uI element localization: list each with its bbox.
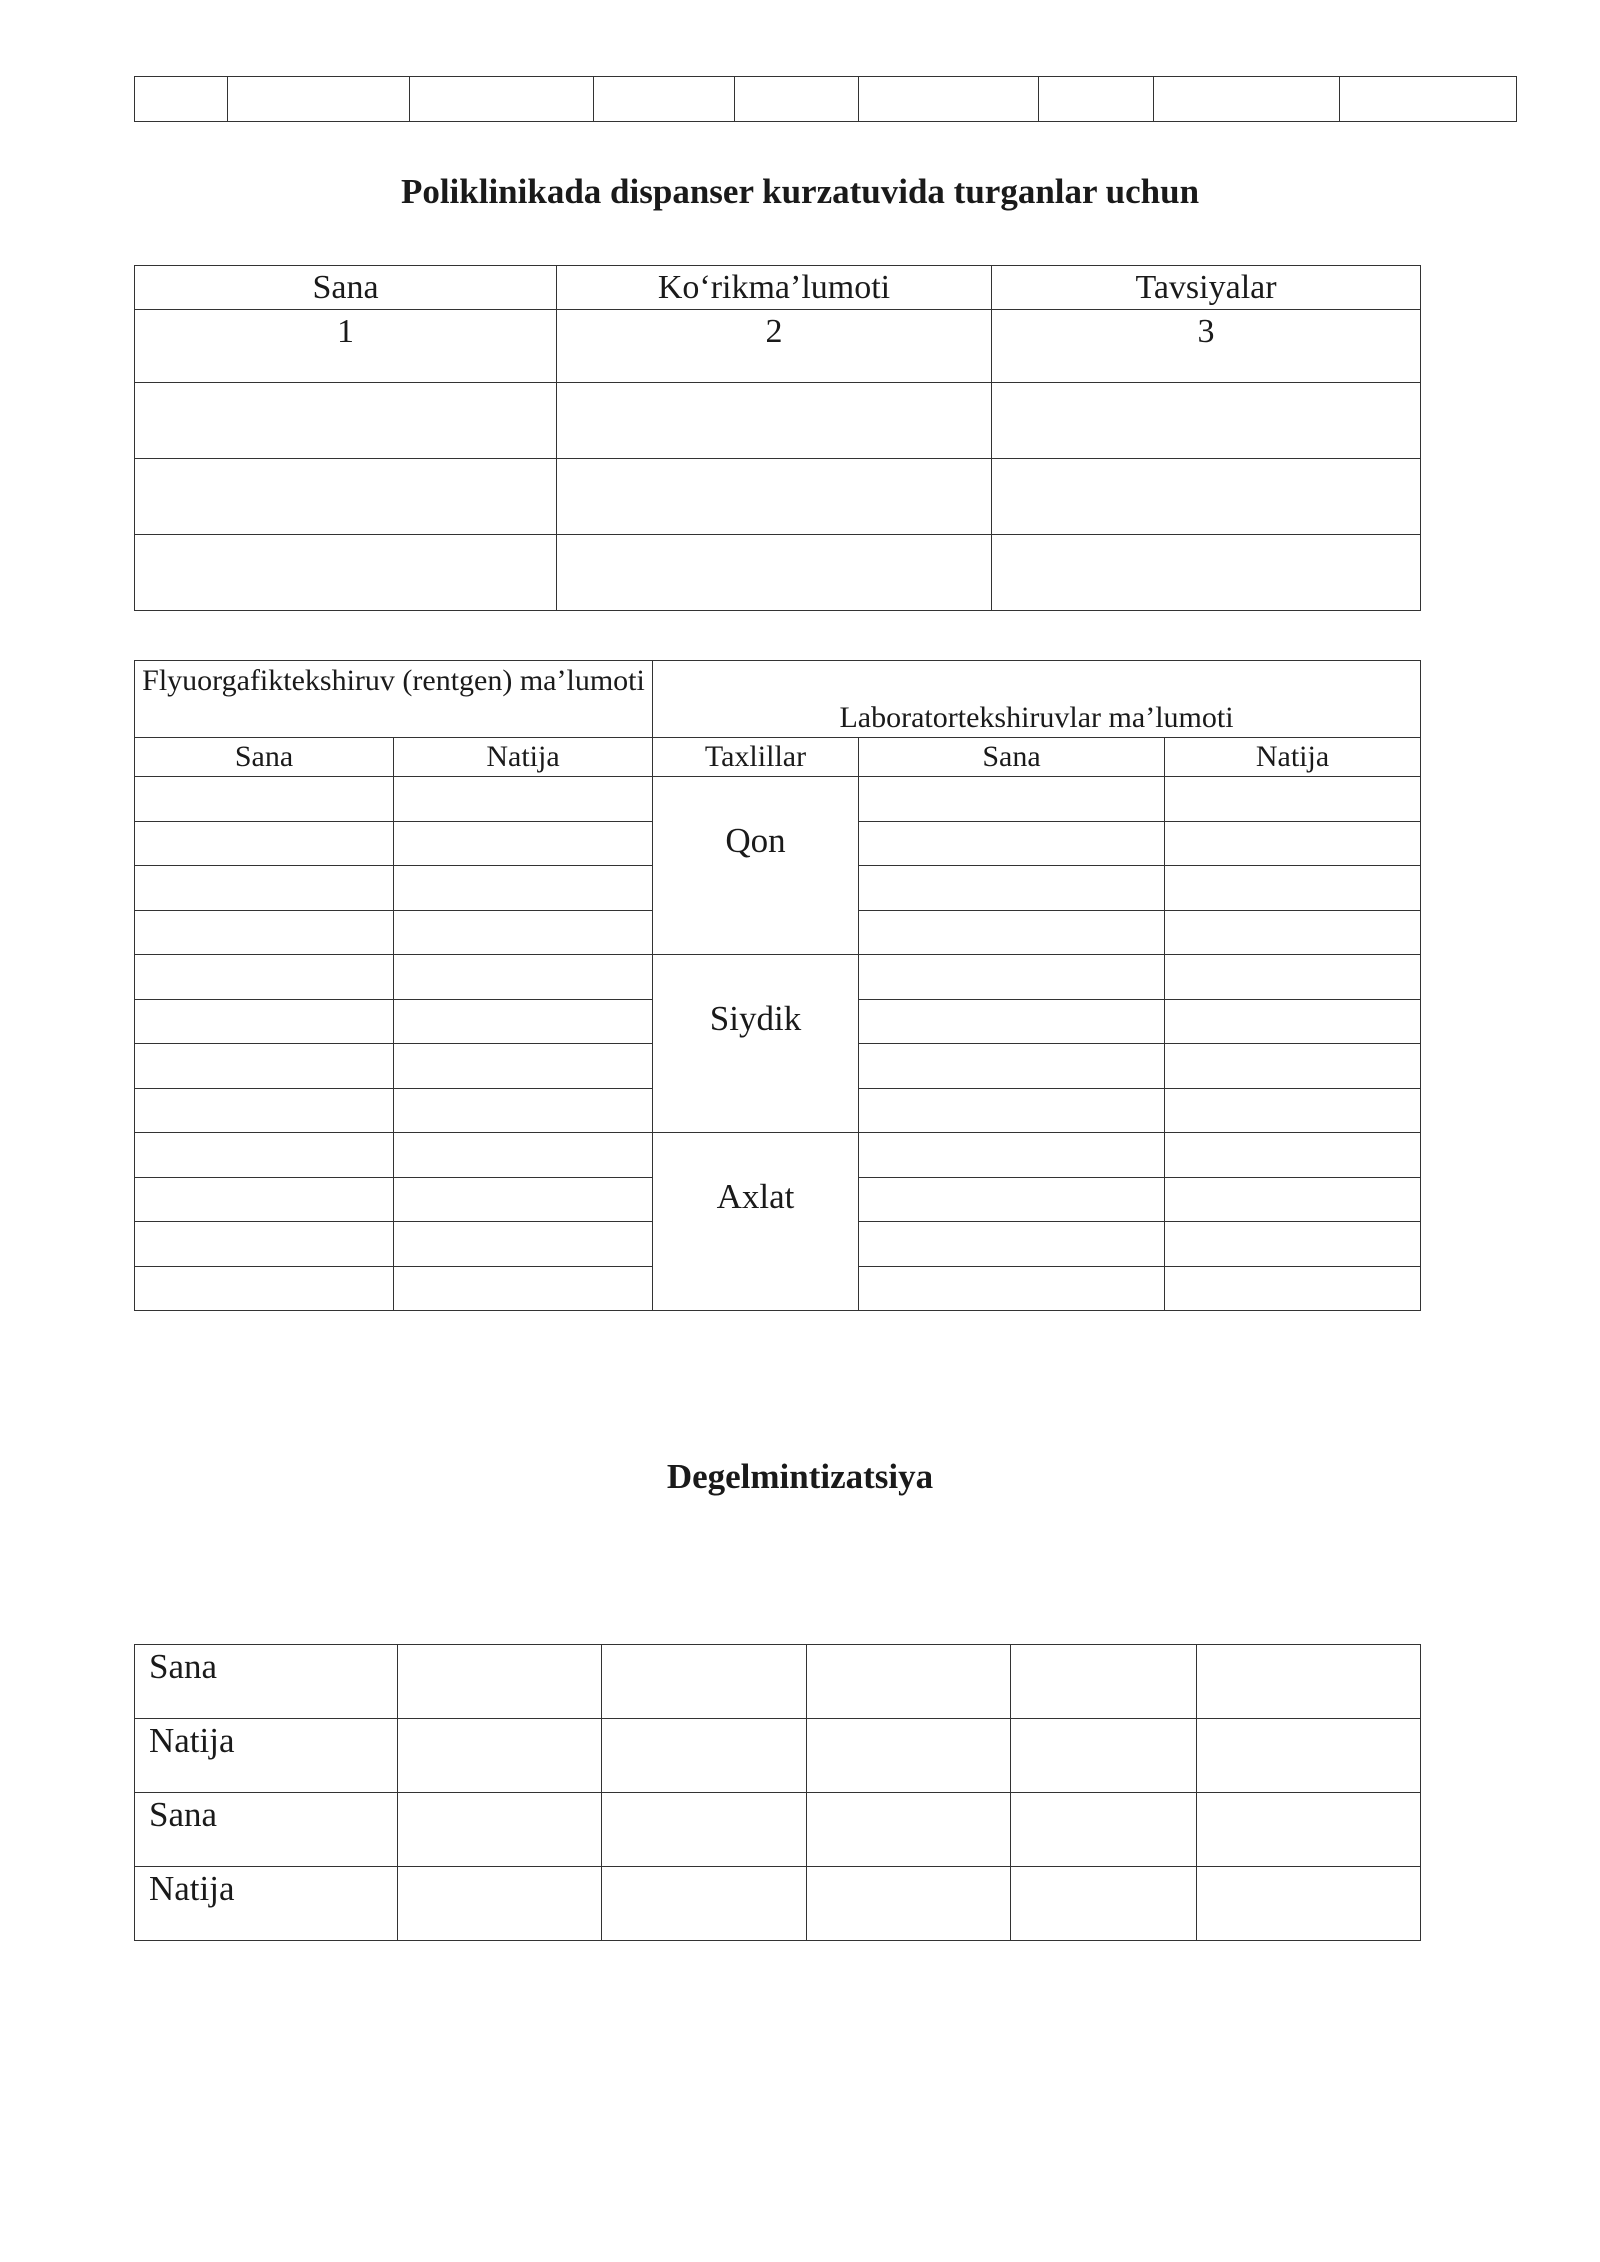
- entry-cell[interactable]: [135, 1177, 394, 1222]
- strip-cell[interactable]: [594, 77, 735, 122]
- entry-cell[interactable]: [394, 866, 653, 911]
- xray-header: Flyuorgafiktekshiruv (rentgen) ma’lumoti: [135, 661, 653, 738]
- entry-cell[interactable]: [859, 1266, 1165, 1311]
- entry-cell[interactable]: [135, 383, 557, 459]
- entry-cell[interactable]: [398, 1719, 602, 1793]
- entry-cell[interactable]: [1165, 1177, 1421, 1222]
- top-strip-table: [134, 76, 1517, 122]
- table-row: [135, 1133, 1421, 1178]
- entry-cell[interactable]: [1011, 1719, 1197, 1793]
- strip-cell[interactable]: [735, 77, 859, 122]
- entry-cell[interactable]: [859, 999, 1165, 1044]
- strip-cell[interactable]: [1039, 77, 1154, 122]
- table-row: [135, 777, 1421, 822]
- entry-cell[interactable]: [602, 1645, 807, 1719]
- entry-cell[interactable]: [394, 1088, 653, 1133]
- entry-cell[interactable]: [992, 383, 1421, 459]
- strip-cell[interactable]: [859, 77, 1039, 122]
- entry-cell[interactable]: [859, 1222, 1165, 1267]
- strip-cell[interactable]: [1340, 77, 1517, 122]
- entry-cell[interactable]: [398, 1793, 602, 1867]
- entry-cell[interactable]: [859, 821, 1165, 866]
- entry-cell[interactable]: [557, 383, 992, 459]
- entry-cell[interactable]: [394, 821, 653, 866]
- entry-cell[interactable]: [394, 1266, 653, 1311]
- entry-cell[interactable]: [859, 955, 1165, 1000]
- entry-cell[interactable]: [1165, 955, 1421, 1000]
- xray-sana-header: Sana: [135, 738, 394, 777]
- entry-cell[interactable]: [394, 1177, 653, 1222]
- entry-cell[interactable]: [602, 1867, 807, 1941]
- lab-header-row: [135, 661, 1421, 738]
- section1-title: Poliklinikada dispanser kurzatuvida turganlar uchun: [400, 172, 1200, 211]
- entry-cell[interactable]: [394, 777, 653, 822]
- strip-cell[interactable]: [135, 77, 228, 122]
- row-label-natija: Natija: [135, 1719, 398, 1793]
- col-number: 1: [135, 310, 557, 383]
- strip-cell[interactable]: [410, 77, 594, 122]
- lab-subheader-row: [135, 738, 1421, 777]
- lab-table: [134, 660, 1421, 1311]
- entry-cell[interactable]: [135, 1266, 394, 1311]
- entry-cell[interactable]: [135, 910, 394, 955]
- entry-cell[interactable]: [859, 777, 1165, 822]
- entry-cell[interactable]: [135, 955, 394, 1000]
- xray-natija-header: Natija: [394, 738, 653, 777]
- entry-cell[interactable]: [135, 821, 394, 866]
- entry-cell[interactable]: [394, 910, 653, 955]
- entry-cell[interactable]: [398, 1867, 602, 1941]
- entry-cell[interactable]: [135, 535, 557, 611]
- row-label-sana: Sana: [135, 1645, 398, 1719]
- entry-cell[interactable]: [859, 1044, 1165, 1089]
- entry-cell[interactable]: [1165, 777, 1421, 822]
- entry-cell[interactable]: [398, 1645, 602, 1719]
- taxlillar-header: Taxlillar: [653, 738, 859, 777]
- entry-cell[interactable]: [859, 1133, 1165, 1178]
- entry-cell[interactable]: [807, 1867, 1011, 1941]
- entry-cell[interactable]: [1197, 1645, 1421, 1719]
- entry-cell[interactable]: [394, 1044, 653, 1089]
- table-row: [135, 459, 1421, 535]
- entry-cell[interactable]: [135, 1088, 394, 1133]
- entry-cell[interactable]: [1165, 910, 1421, 955]
- entry-cell[interactable]: [135, 999, 394, 1044]
- entry-cell[interactable]: [135, 1044, 394, 1089]
- entry-cell[interactable]: [135, 1133, 394, 1178]
- strip-cell[interactable]: [1154, 77, 1340, 122]
- entry-cell[interactable]: [1165, 1266, 1421, 1311]
- entry-cell[interactable]: [1165, 821, 1421, 866]
- entry-cell[interactable]: [135, 777, 394, 822]
- entry-cell[interactable]: [859, 1088, 1165, 1133]
- header-row: [135, 266, 1421, 310]
- table-row: [135, 1645, 1421, 1719]
- col-number: 3: [992, 310, 1421, 383]
- entry-cell[interactable]: [1197, 1793, 1421, 1867]
- table-row: [135, 955, 1421, 1000]
- entry-cell[interactable]: [859, 866, 1165, 911]
- row-label-natija: Natija: [135, 1867, 398, 1941]
- lab-sana-header: Sana: [859, 738, 1165, 777]
- deworming-table: [134, 1644, 1421, 1941]
- entry-cell[interactable]: [394, 955, 653, 1000]
- lab-header: Laboratortekshiruvlar ma’lumoti: [653, 661, 1421, 738]
- table-row: [135, 1793, 1421, 1867]
- table-row: [135, 1867, 1421, 1941]
- entry-cell[interactable]: [1011, 1645, 1197, 1719]
- entry-cell[interactable]: [1011, 1867, 1197, 1941]
- entry-cell[interactable]: [557, 459, 992, 535]
- group-label-axlat: Axlat: [653, 1133, 859, 1311]
- entry-cell[interactable]: [557, 535, 992, 611]
- entry-cell[interactable]: [1197, 1719, 1421, 1793]
- group-label-siydik: Siydik: [653, 955, 859, 1133]
- entry-cell[interactable]: [992, 459, 1421, 535]
- table-row: [135, 535, 1421, 611]
- group-label-qon: Qon: [653, 777, 859, 955]
- col-header-tavsiyalar: Tavsiyalar: [992, 266, 1421, 310]
- visit-table: [134, 265, 1421, 611]
- entry-cell[interactable]: [1011, 1793, 1197, 1867]
- entry-cell[interactable]: [807, 1793, 1011, 1867]
- col-header-sana: Sana: [135, 266, 557, 310]
- strip-cell[interactable]: [228, 77, 410, 122]
- lab-natija-header: Natija: [1165, 738, 1421, 777]
- entry-cell[interactable]: [1165, 999, 1421, 1044]
- entry-cell[interactable]: [135, 459, 557, 535]
- col-number: 2: [557, 310, 992, 383]
- entry-cell[interactable]: [1165, 866, 1421, 911]
- entry-cell[interactable]: [1165, 1088, 1421, 1133]
- entry-cell[interactable]: [1197, 1867, 1421, 1941]
- entry-cell[interactable]: [394, 999, 653, 1044]
- section2-title: Degelmintizatsiya: [666, 1457, 934, 1496]
- entry-cell[interactable]: [394, 1133, 653, 1178]
- entry-cell[interactable]: [807, 1719, 1011, 1793]
- row-label-sana: Sana: [135, 1793, 398, 1867]
- entry-cell[interactable]: [807, 1645, 1011, 1719]
- entry-cell[interactable]: [1165, 1044, 1421, 1089]
- entry-cell[interactable]: [135, 866, 394, 911]
- top-strip-row: [135, 77, 1517, 122]
- entry-cell[interactable]: [1165, 1222, 1421, 1267]
- entry-cell[interactable]: [1165, 1133, 1421, 1178]
- entry-cell[interactable]: [859, 1177, 1165, 1222]
- entry-cell[interactable]: [135, 1222, 394, 1267]
- entry-cell[interactable]: [859, 910, 1165, 955]
- table-row: [135, 1719, 1421, 1793]
- col-header-korik: Ko‘rikma’lumoti: [557, 266, 992, 310]
- entry-cell[interactable]: [602, 1793, 807, 1867]
- entry-cell[interactable]: [992, 535, 1421, 611]
- entry-cell[interactable]: [394, 1222, 653, 1267]
- table-row: [135, 383, 1421, 459]
- number-row: [135, 310, 1421, 383]
- entry-cell[interactable]: [602, 1719, 807, 1793]
